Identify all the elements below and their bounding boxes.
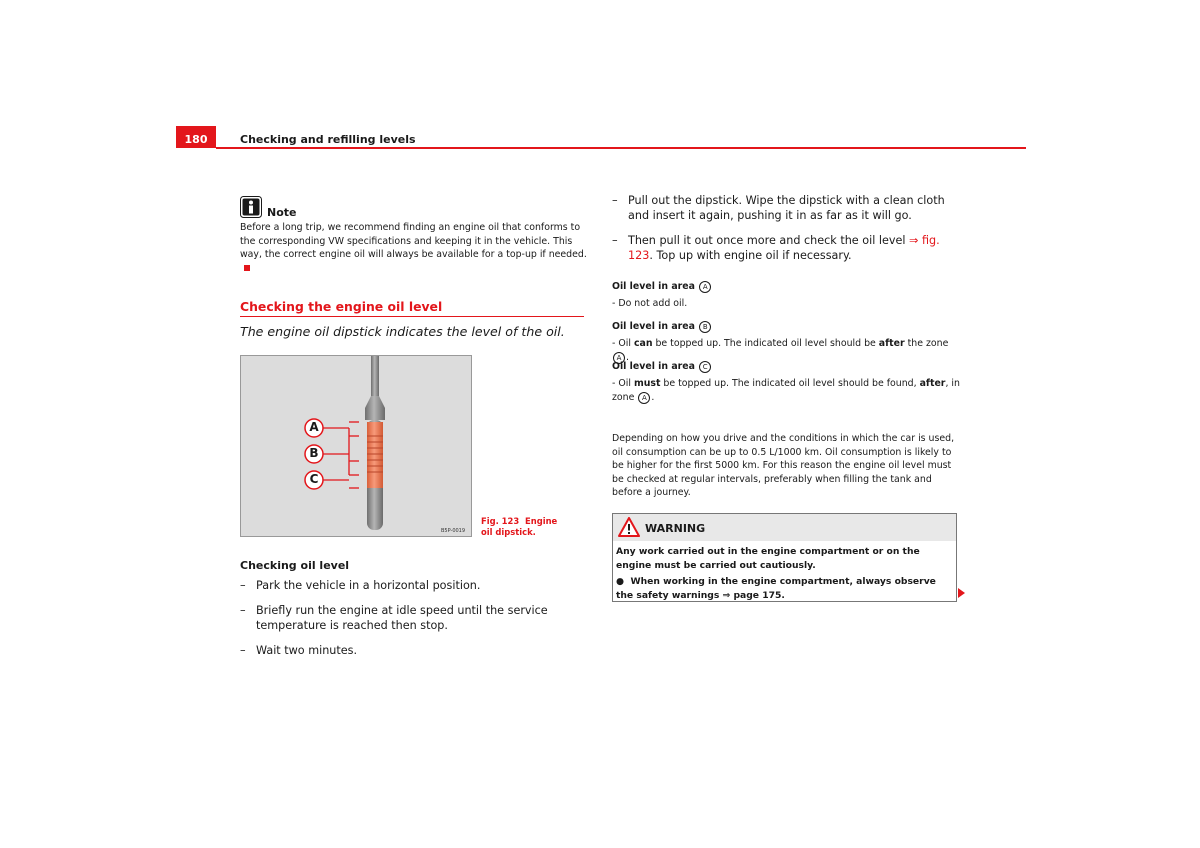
oil-consumption-paragraph: Depending on how you drive and the conditions in which the car is used, oil consumption can be up to 0.5 L/1000 km. Oil consumption is likely to be higher for the first 5000 km. For this reason the engine oil level must be checked at regular intervals, preferably when filling the tank and before a journey. [612,433,955,499]
figure-reference-link[interactable]: ⇒ fig. 123 [628,234,940,262]
zone-c-marker: C [699,361,711,373]
step-item: – Pull out the dipstick. Wipe the dipstick with a clean cloth and insert it again, pushing it in as far as it will go. [612,194,945,222]
figure-code: B5P-0019 [441,528,466,534]
dipstick-figure [240,355,472,537]
note-text: Before a long trip, we recommend finding an engine oil that conforms to the corresponding VW specifications and keeping it in the vehicle. This way, the correct engine oil will always be available for a top-up if needed. [240,221,590,275]
oil-level-c-heading: Oil level in area C [612,361,712,373]
checking-oil-heading: Checking oil level [240,559,350,572]
note-title: Note [267,206,297,219]
end-marker-icon [244,265,250,271]
figure-caption: Fig. 123 Engine oil dipstick. [481,516,558,537]
warning-box [612,513,957,602]
section-rule [240,316,584,317]
oil-level-b-text: - Oil can be topped up. The indicated oil level should be after the zone A . [612,338,949,363]
step-item: – Briefly run the engine at idle speed until the service temperature is reached then stop. [240,604,548,632]
step-item: – Then pull it out once more and check the oil level ⇒ fig. 123. Top up with engine oil if necessary. [612,234,940,262]
warning-title: WARNING [645,522,706,535]
oil-level-c-text: - Oil must be topped up. The indicated oil level should be found, after, in zone A . [612,378,960,403]
step-item: – Wait two minutes. [240,644,358,657]
info-icon [240,196,262,218]
page-reference-link[interactable]: ⇒ page 175. [722,589,785,601]
header-rule [216,147,1026,149]
continue-arrow-icon [958,588,965,598]
warning-header [613,514,956,541]
step-item: – Park the vehicle in a horizontal position. [240,579,481,592]
dipstick-illustration [241,356,471,536]
chapter-title: Checking and refilling levels [240,133,416,146]
zone-a-marker: A [699,281,711,293]
zone-c-label: C [309,472,319,486]
zone-a-label: A [309,420,319,434]
page-number: 180 [176,126,216,148]
warning-icon [618,517,640,537]
section-intro: The engine oil dipstick indicates the level of the oil. [240,324,565,339]
warning-text: Any work carried out in the engine compartment or on the engine must be carried out cautiously. ● When working in the engine compartment, always observe the safety warnings ⇒ page 175. [616,546,936,601]
zone-b-marker: B [699,321,711,333]
section-heading: Checking the engine oil level [240,299,443,314]
oil-level-a-heading: Oil level in area A [612,281,712,293]
oil-level-a-text: - Do not add oil. [612,298,688,309]
bullet-icon: ● [616,576,625,587]
oil-level-b-heading: Oil level in area B [612,321,712,333]
zone-b-label: B [309,446,319,460]
